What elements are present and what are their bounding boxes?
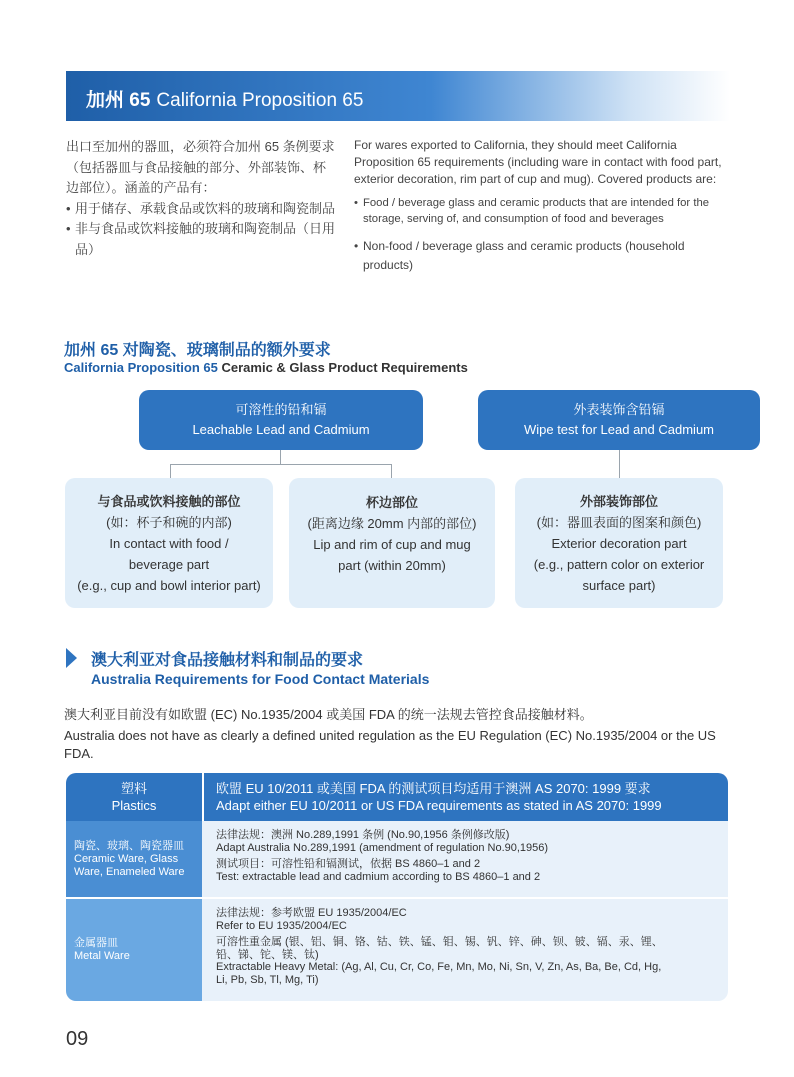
australia-title-zh: 澳大利亚对食品接触材料和制品的要求 <box>91 652 364 669</box>
wipe-test-box: 外表装饰含铅镉 Wipe test for Lead and Cadmium <box>478 390 760 450</box>
intro-zh-bullet: • 用于储存、承载食品或饮料的玻璃和陶瓷制品 <box>66 199 338 220</box>
intro-en-paragraph: For wares exported to California, they should meet California Proposition 65 requirements (including ware in contact with food part, exterior decoration, rim part of cup and mug). Covered products are: <box>354 138 722 186</box>
connector <box>280 450 281 464</box>
australia-title-en: Australia Requirements for Food Contact Materials <box>91 671 430 687</box>
table-header-left: 塑料 Plastics <box>66 773 202 821</box>
intro-en <box>354 137 730 275</box>
connector <box>170 464 171 478</box>
leachable-box: 可溶性的铅和镉 Leachable Lead and Cadmium <box>139 390 423 450</box>
australia-body-zh: 澳大利亚目前没有如欧盟 (EC) No.1935/2004 或美国 FDA 的统一法规去管控食品接触材料。 <box>64 707 593 722</box>
australia-body <box>64 706 732 764</box>
intro-zh-paragraph: 出口至加州的器皿，必须符合加州 65 条例要求（包括器皿与食品接触的部分、外部装饰、杯边部位）。涵盖的产品有： <box>66 139 335 195</box>
australia-body-en: Australia does not have as clearly a defined united regulation as the EU Regulation (EC) No.1935/2004 or the US FDA. <box>64 727 716 761</box>
connector <box>170 464 392 465</box>
exterior-box: 外部装饰部位 (如：器皿表面的图案和颜色) Exterior decoration part (e.g., pattern color on exterior surface part) <box>515 478 723 608</box>
section-arrow-icon <box>66 648 77 668</box>
section-title-zh: 加州 65 对陶瓷、玻璃制品的额外要求 <box>64 342 331 359</box>
section-title-en: California Proposition 65 Ceramic & Glass Product Requirements <box>64 360 468 375</box>
header-divider <box>202 773 204 821</box>
intro-zh-bullet: • 非与食品或饮料接触的玻璃和陶瓷制品（日用品） <box>66 219 338 260</box>
connector <box>619 450 620 478</box>
page-number: 09 <box>66 1028 89 1050</box>
table-row-content: 法律法规：澳洲 No.289,1991 条例 (No.90,1956 条例修改版) Adapt Australia No.289,1991 (amendment of regulation No.90,1956) 测试项目：可溶性铅和镉测试，依据 BS 4860–1 and 2 Test: extractable lead and cadmium according to BS 4860–1 and 2 <box>202 821 728 897</box>
intro-zh <box>66 137 338 260</box>
table-row-label: 金属器皿 Metal Ware <box>66 899 202 1001</box>
table-row-content: 法律法规：参考欧盟 EU 1935/2004/EC Refer to EU 1935/2004/EC 可溶性重金属 (银、铝、铜、铬、钴、铁、锰、钼、锡、钒、锌、砷、钡、铍、镉、汞、锂、 铅、锑、铊、镁、钛) Extractable Heavy Metal: (Ag, Al, Cu, Cr, Co, Fe, Mn, Mo, Ni, Sn, V, Zn, As, Ba, Be, Cd, Hg, Li, Pb, Sb, Tl, Mg, Ti) <box>202 899 728 1001</box>
intro-en-bullet: • Non-food / beverage glass and ceramic products (household products) <box>354 237 730 275</box>
requirements-table <box>66 773 728 1001</box>
intro-en-bullet: • Food / beverage glass and ceramic products that are intended for the storage, serving of, and consumption of food and beverages <box>354 195 730 227</box>
lip-rim-box: 杯边部位 (距离边缘 20mm 内部的部位) Lip and rim of cup and mug part (within 20mm) <box>289 478 495 608</box>
food-contact-box: 与食品或饮料接触的部位 (如：杯子和碗的内部) In contact with food / beverage part (e.g., cup and bowl interior part) <box>65 478 273 608</box>
table-row-label: 陶瓷、玻璃、陶瓷器皿 Ceramic Ware, Glass Ware, Enameled Ware <box>66 821 202 897</box>
connector <box>391 464 392 478</box>
page-header-title: 加州 65 California Proposition 65 <box>86 90 364 111</box>
table-header-right: 欧盟 EU 10/2011 或美国 FDA 的测试项目均适用于澳洲 AS 2070: 1999 要求 Adapt either EU 10/2011 or US FDA requirements as stated in AS 2070: 1999 <box>202 773 728 821</box>
